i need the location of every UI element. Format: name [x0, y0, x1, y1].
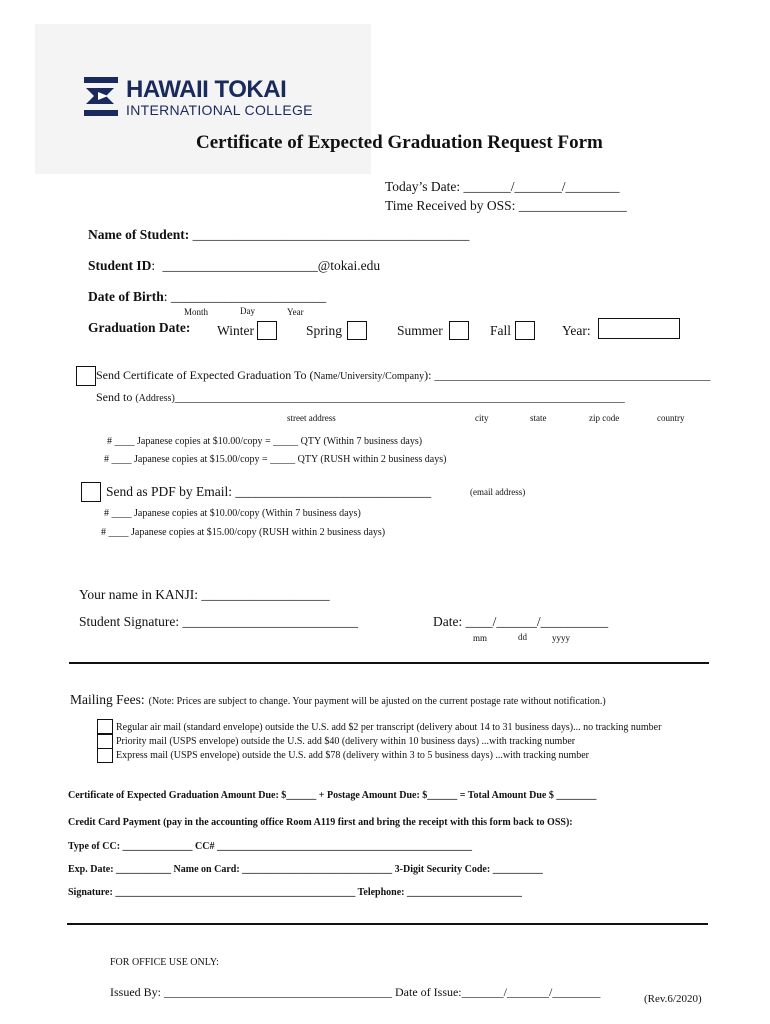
- dob-colon: :: [163, 289, 168, 304]
- credit-card-note: Credit Card Payment (pay in the accounting office Room A119 first and bring the receipt with this form back to OSS):: [68, 817, 573, 828]
- kanji-label: Your name in KANJI:: [79, 587, 199, 602]
- winter-label: Winter: [217, 323, 254, 338]
- date-mm-hint: mm: [473, 633, 488, 643]
- time-received-field[interactable]: Time Received by OSS: ________________: [385, 198, 627, 213]
- amount-due-row[interactable]: Certificate of Expected Graduation Amount Due: $______ + Postage Amount Due: $______ = Total Amount Due $ ________: [68, 790, 597, 801]
- graduation-year-input[interactable]: [598, 318, 680, 339]
- student-name-input[interactable]: _________________________________________: [192, 227, 470, 242]
- country-hint: country: [657, 413, 685, 423]
- student-signature-label: Student Signature:: [79, 614, 180, 629]
- exp-date-row[interactable]: Exp. Date: ___________ Name on Card: ______________________________ 3-Digit Security Code: __________: [68, 864, 543, 875]
- email-input[interactable]: _____________________________: [235, 484, 432, 499]
- priority-mail-label: Priority mail (USPS envelope) outside the U.S. add $40 (delivery within 10 business days) ...with tracking number: [116, 736, 576, 747]
- student-id-row: [88, 258, 380, 274]
- student-signature-row: [79, 614, 358, 630]
- fall-checkbox[interactable]: [515, 321, 535, 340]
- send-certificate-row: [96, 368, 710, 383]
- date-yyyy-hint: yyyy: [552, 633, 570, 643]
- kanji-row: [79, 587, 330, 603]
- dob-month-hint: Month: [184, 307, 209, 317]
- mailing-fees-note: (Note: Prices are subject to change. Your payment will be ajusted on the current postage rate without notification.): [148, 696, 606, 707]
- pdf-copies-regular[interactable]: # ____ Japanese copies at $10.00/copy (Within 7 business days): [104, 508, 361, 519]
- send-pdf-label: Send as PDF by Email:: [106, 484, 233, 499]
- send-certificate-checkbox[interactable]: [76, 366, 96, 386]
- office-divider: [67, 923, 708, 925]
- email-address-hint: (email address): [470, 487, 526, 497]
- brand-subtitle: INTERNATIONAL COLLEGE: [126, 102, 313, 118]
- year-label: Year:: [562, 323, 591, 338]
- mail-copies-rush[interactable]: # ____ Japanese copies at $15.00/copy = _____ QTY (RUSH within 2 business days): [104, 454, 447, 465]
- pdf-copies-rush[interactable]: # ____ Japanese copies at $15.00/copy (RUSH within 2 business days): [101, 527, 386, 538]
- revision-note: (Rev.6/2020): [644, 993, 702, 1005]
- dob-label: Date of Birth: [88, 289, 164, 304]
- hawaii-tokai-logo-icon: [84, 74, 120, 122]
- express-mail-checkbox[interactable]: [97, 748, 113, 763]
- send-certificate-label: Send Certificate of Expected Graduation To (: [96, 368, 314, 382]
- address-input[interactable]: ___________________________________________________________________________: [174, 390, 625, 404]
- todays-date-field[interactable]: Today’s Date: _______/_______/________: [385, 179, 620, 194]
- send-to-row: [96, 390, 625, 405]
- send-certificate-recipient-hint: Name/University/Company: [313, 371, 425, 382]
- student-id-input[interactable]: _______________________@tokai.edu: [162, 258, 381, 273]
- send-to-label: Send to: [96, 390, 133, 404]
- city-hint: city: [475, 413, 489, 423]
- priority-mail-checkbox[interactable]: [97, 734, 113, 749]
- send-certificate-recipient-input[interactable]: ______________________________________________: [434, 368, 711, 382]
- student-name-label: Name of Student:: [88, 227, 190, 242]
- mailing-fees-row: [70, 691, 606, 709]
- form-title: Certificate of Expected Graduation Request Form: [196, 132, 603, 153]
- zip-code-hint: zip code: [589, 413, 620, 423]
- brand-name: HAWAII TOKAI: [126, 76, 287, 103]
- dob-input[interactable]: _______________________: [170, 289, 327, 304]
- send-certificate-label-end: ):: [424, 368, 432, 382]
- summer-label: Summer: [397, 323, 443, 338]
- signature-date-row: [433, 614, 608, 630]
- summer-checkbox[interactable]: [449, 321, 469, 340]
- student-name-row: [88, 227, 469, 243]
- spring-checkbox[interactable]: [347, 321, 367, 340]
- send-pdf-checkbox[interactable]: [81, 482, 101, 502]
- kanji-input[interactable]: ___________________: [201, 587, 330, 602]
- date-dd-hint: dd: [518, 632, 527, 642]
- cc-type-row[interactable]: Type of CC: ______________ CC# ___________________________________________________: [68, 841, 472, 852]
- winter-checkbox[interactable]: [257, 321, 277, 340]
- spring-label: Spring: [306, 323, 343, 338]
- fall-label: Fall: [490, 323, 512, 338]
- address-hint: (Address): [135, 393, 175, 404]
- student-id-label: Student ID: [88, 258, 152, 273]
- dob-year-hint: Year: [287, 307, 304, 317]
- office-use-heading: FOR OFFICE USE ONLY:: [110, 957, 219, 968]
- student-id-colon: :: [151, 258, 156, 273]
- send-pdf-row: [106, 484, 431, 500]
- issued-by-row[interactable]: Issued By: ______________________________________ Date of Issue:_______/_______/________: [110, 985, 601, 999]
- express-mail-label: Express mail (USPS envelope) outside the U.S. add $78 (delivery within 3 to 5 business days) ...with tracking number: [116, 750, 589, 761]
- dob-row: [88, 289, 326, 305]
- section-divider: [69, 662, 709, 664]
- regular-mail-label: Regular air mail (standard envelope) outside the U.S. add $2 per transcript (delivery about 14 to 31 business days)... no tracking number: [116, 722, 662, 733]
- state-hint: state: [530, 413, 547, 423]
- regular-mail-checkbox[interactable]: [97, 719, 113, 734]
- signature-date-label: Date:: [433, 614, 463, 629]
- signature-date-input[interactable]: ____/______/__________: [465, 614, 609, 629]
- mail-copies-regular[interactable]: # ____ Japanese copies at $10.00/copy = _____ QTY (Within 7 business days): [107, 436, 423, 447]
- street-address-hint: street address: [287, 413, 336, 423]
- mailing-fees-label: Mailing Fees:: [70, 692, 145, 707]
- graduation-date-label: Graduation Date:: [88, 320, 191, 335]
- dob-day-hint: Day: [240, 306, 255, 316]
- student-signature-input[interactable]: __________________________: [182, 614, 358, 629]
- card-signature-row[interactable]: Signature: ________________________________________________ Telephone: _______________________: [68, 887, 522, 898]
